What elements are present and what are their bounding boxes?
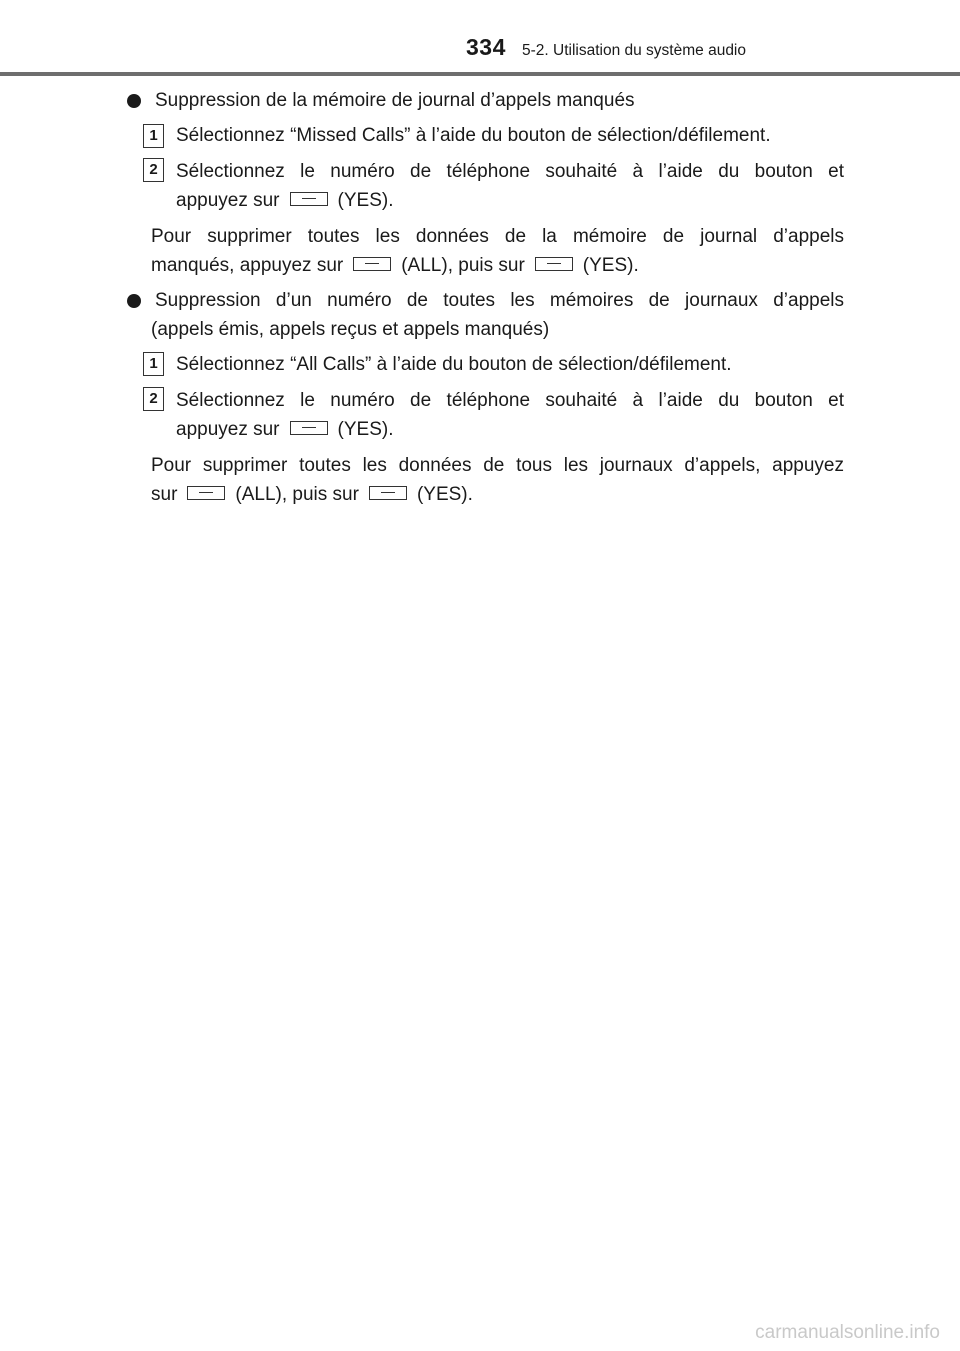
phone-button-icon — [369, 486, 407, 500]
section-2-note-line-2 — [151, 478, 473, 512]
section-2-step-2-line-1: Sélectionnez le numéro de téléphone souhaité à l’aide du bouton et — [176, 390, 844, 411]
section-1-step-2-line-2 — [176, 184, 393, 218]
note-text: (YES). — [416, 484, 473, 505]
phone-button-icon — [535, 257, 573, 271]
step-text: appuyez sur — [176, 419, 280, 440]
note-text: (ALL), puis sur — [401, 255, 525, 276]
section-2-step-1-text: Sélectionnez “All Calls” à l’aide du bouton de sélection/défilement. — [176, 354, 732, 375]
page-header — [0, 0, 960, 80]
step-text: (YES). — [337, 419, 394, 440]
step-badge: 2 — [143, 387, 164, 411]
section-2-note-line-1: Pour supprimer toutes les données de tous les journaux d’appels, appuyez — [151, 455, 844, 476]
step-text: appuyez sur — [176, 190, 280, 211]
section-2-bullet-line-1: Suppression d’un numéro de toutes les mémoires de journaux d’appels — [155, 290, 844, 311]
note-text: (ALL), puis sur — [235, 484, 359, 505]
step-badge: 2 — [143, 158, 164, 182]
section-title: 5-2. Utilisation du système audio — [522, 42, 747, 59]
note-text: (YES). — [582, 255, 639, 276]
page-number: 334 — [466, 34, 506, 60]
section-1-step-2-line-1: Sélectionnez le numéro de téléphone souhaité à l’aide du bouton et — [176, 161, 844, 182]
header-rule — [0, 72, 960, 76]
step-badge: 1 — [143, 352, 164, 376]
bullet-dot-icon — [127, 294, 141, 308]
section-2-bullet-line-2: (appels émis, appels reçus et appels manqués) — [151, 319, 550, 340]
note-text: sur — [151, 484, 178, 505]
phone-button-icon — [353, 257, 391, 271]
step-text: (YES). — [337, 190, 394, 211]
watermark: carmanualsonline.info — [755, 1322, 940, 1343]
section-1-step-1-text: Sélectionnez “Missed Calls” à l’aide du bouton de sélection/défilement. — [176, 125, 771, 146]
section-2-step-2-line-2 — [176, 413, 393, 447]
phone-button-icon — [290, 421, 328, 435]
step-badge: 1 — [143, 124, 164, 148]
phone-button-icon — [187, 486, 225, 500]
section-1-bullet: Suppression de la mémoire de journal d’appels manqués — [155, 90, 635, 111]
note-text: manqués, appuyez sur — [151, 255, 344, 276]
section-1-note-line-2 — [151, 249, 639, 283]
bullet-dot-icon — [127, 94, 141, 108]
phone-button-icon — [290, 192, 328, 206]
section-1-note-line-1: Pour supprimer toutes les données de la mémoire de journal d’appels — [151, 226, 844, 247]
